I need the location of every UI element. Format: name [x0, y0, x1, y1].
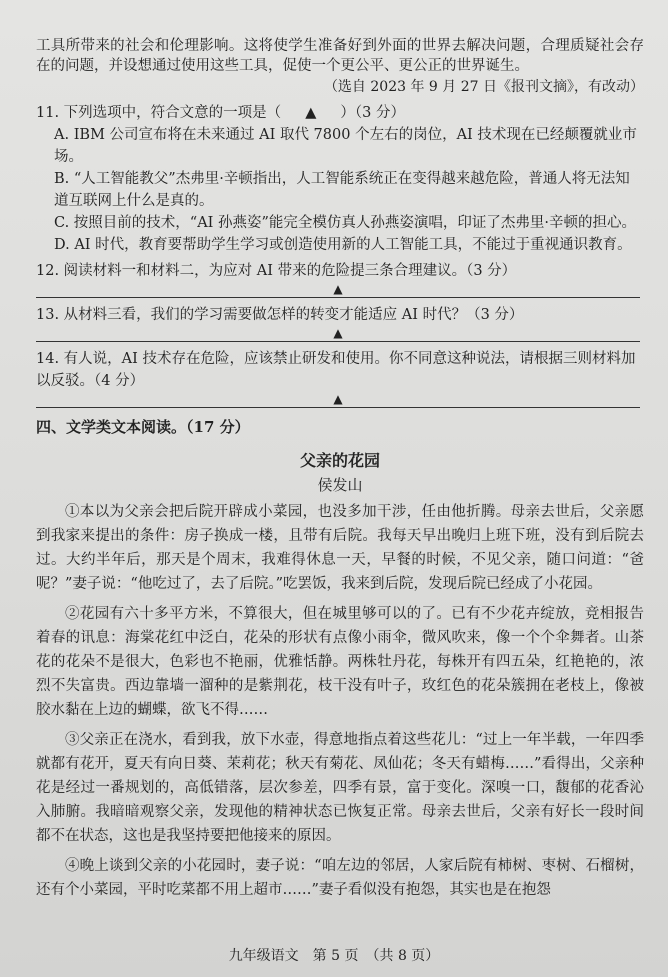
section-heading: 四、文学类文本阅读。（17 分） — [36, 418, 250, 436]
source-citation: （选自 2023 年 9 月 27 日《报刊文摘》，有改动） — [323, 79, 644, 95]
question-14: 14. 有人说，AI 技术存在危险，应该禁止研发和使用。你不同意这种说法，请根据三则材料加以反驳。（4 分） — [36, 351, 636, 389]
page-footer: 九年级语文 第 5 页 （共 8 页） — [228, 948, 440, 964]
question-11-text: 11. 下列选项中，符合文意的一项是（ — [36, 105, 282, 121]
triangle-marker: ▲ — [333, 282, 343, 296]
question-11-score: ）（3 分） — [340, 105, 405, 121]
article-paragraph-1: ①本以为父亲会把后院开辟成小菜园，也没多加干涉，任由他折腾。母亲去世后，父亲愿到我家来提出的条件：房子换成一楼，且带有后院。我每天早出晚归上班下班，没有到后院去过。大约半年后，那天是个周末，我难得休息一天，早餐的时候，不见父亲，随口问道：“爸呢？”妻子说：“他吃过了，去了后院。”吃罢饭，我来到后院，发现后院已经成了小花园。 — [36, 504, 644, 592]
question-11-stem — [36, 102, 644, 124]
answer-line-12 — [36, 284, 640, 298]
answer-line-14 — [36, 394, 640, 408]
triangle-marker: ▲ — [333, 326, 343, 340]
question-12: 12. 阅读材料一和材料二，为应对 AI 带来的危险提三条合理建议。（3 分） — [36, 263, 517, 279]
option-c: C. 按照目前的技术，“AI 孙燕姿”能完全模仿真人孙燕姿演唱，印证了杰弗里·辛顿的担心。 — [54, 215, 637, 231]
question-13: 13. 从材料三看，我们的学习需要做怎样的转变才能适应 AI 时代？（3 分） — [36, 307, 524, 323]
article-title: 父亲的花园 — [299, 451, 380, 470]
article-paragraph-4: ④晚上谈到父亲的小花园时，妻子说：“咱左边的邻居，人家后院有柿树、枣树、石榴树，还有个小菜园，平时吃菜都不用上超市……”妻子看似没有抱怨，其实也是在抱怨 — [36, 858, 644, 898]
intro-text: 工具所带来的社会和伦理影响。这将使学生准备好到外面的世界去解决问题，合理质疑社会存在的问题，并设想通过使用这些工具，促使一个更公平、更公正的世界诞生。 — [36, 38, 644, 74]
option-a: A. IBM 公司宣布将在未来通过 AI 取代 7800 个左右的岗位，AI 技术现在已经颠覆就业市场。 — [54, 127, 637, 165]
option-b: B. “人工智能教父”杰弗里·辛顿指出，人工智能系统正在变得越来越危险，普通人将无法知道互联网上什么是真的。 — [54, 171, 630, 209]
option-d: D. AI 时代，教育要帮助学生学习或创造使用新的人工智能工具，不能过于重视通识教育。 — [54, 237, 632, 253]
answer-line-13 — [36, 328, 640, 342]
answer-blank-marker: ▲ — [305, 105, 317, 121]
article-paragraph-2: ②花园有六十多平方米，不算很大，但在城里够可以的了。已有不少花卉绽放，竞相报告着春的讯息：海棠花红中泛白，花朵的形状有点像小雨伞，微风吹来，像一个个伞舞者。山茶花的花朵不是很大，色彩也不艳丽，优雅恬静。两株牡丹花，每株开有四五朵，红艳艳的，浓烈不失富贵。西边靠墙一溜种的是紫荆花，枝干没有叶子，玫红色的花朵簇拥在老枝上，像被胶水黏在上边的蝴蝶，欲飞不得…… — [36, 606, 644, 718]
article-author: 侯发山 — [317, 476, 363, 494]
triangle-marker: ▲ — [333, 392, 343, 406]
article-paragraph-3: ③父亲正在浇水，看到我，放下水壶，得意地指点着这些花儿：“过上一年半载，一年四季就都有花开，夏天有向日葵、茉莉花；秋天有菊花、凤仙花；冬天有蜡梅……”看得出，父亲种花是经过一番规划的，高低错落，层次参差，四季有景，富于变化。深嗅一口，馥郁的花香沁入肺腑。我暗暗观察父亲，发现他的精神状态已恢复正常。母亲去世后，父亲有好长一段时间都不在状态，这也是我坚持要把他接来的原因。 — [36, 732, 644, 844]
